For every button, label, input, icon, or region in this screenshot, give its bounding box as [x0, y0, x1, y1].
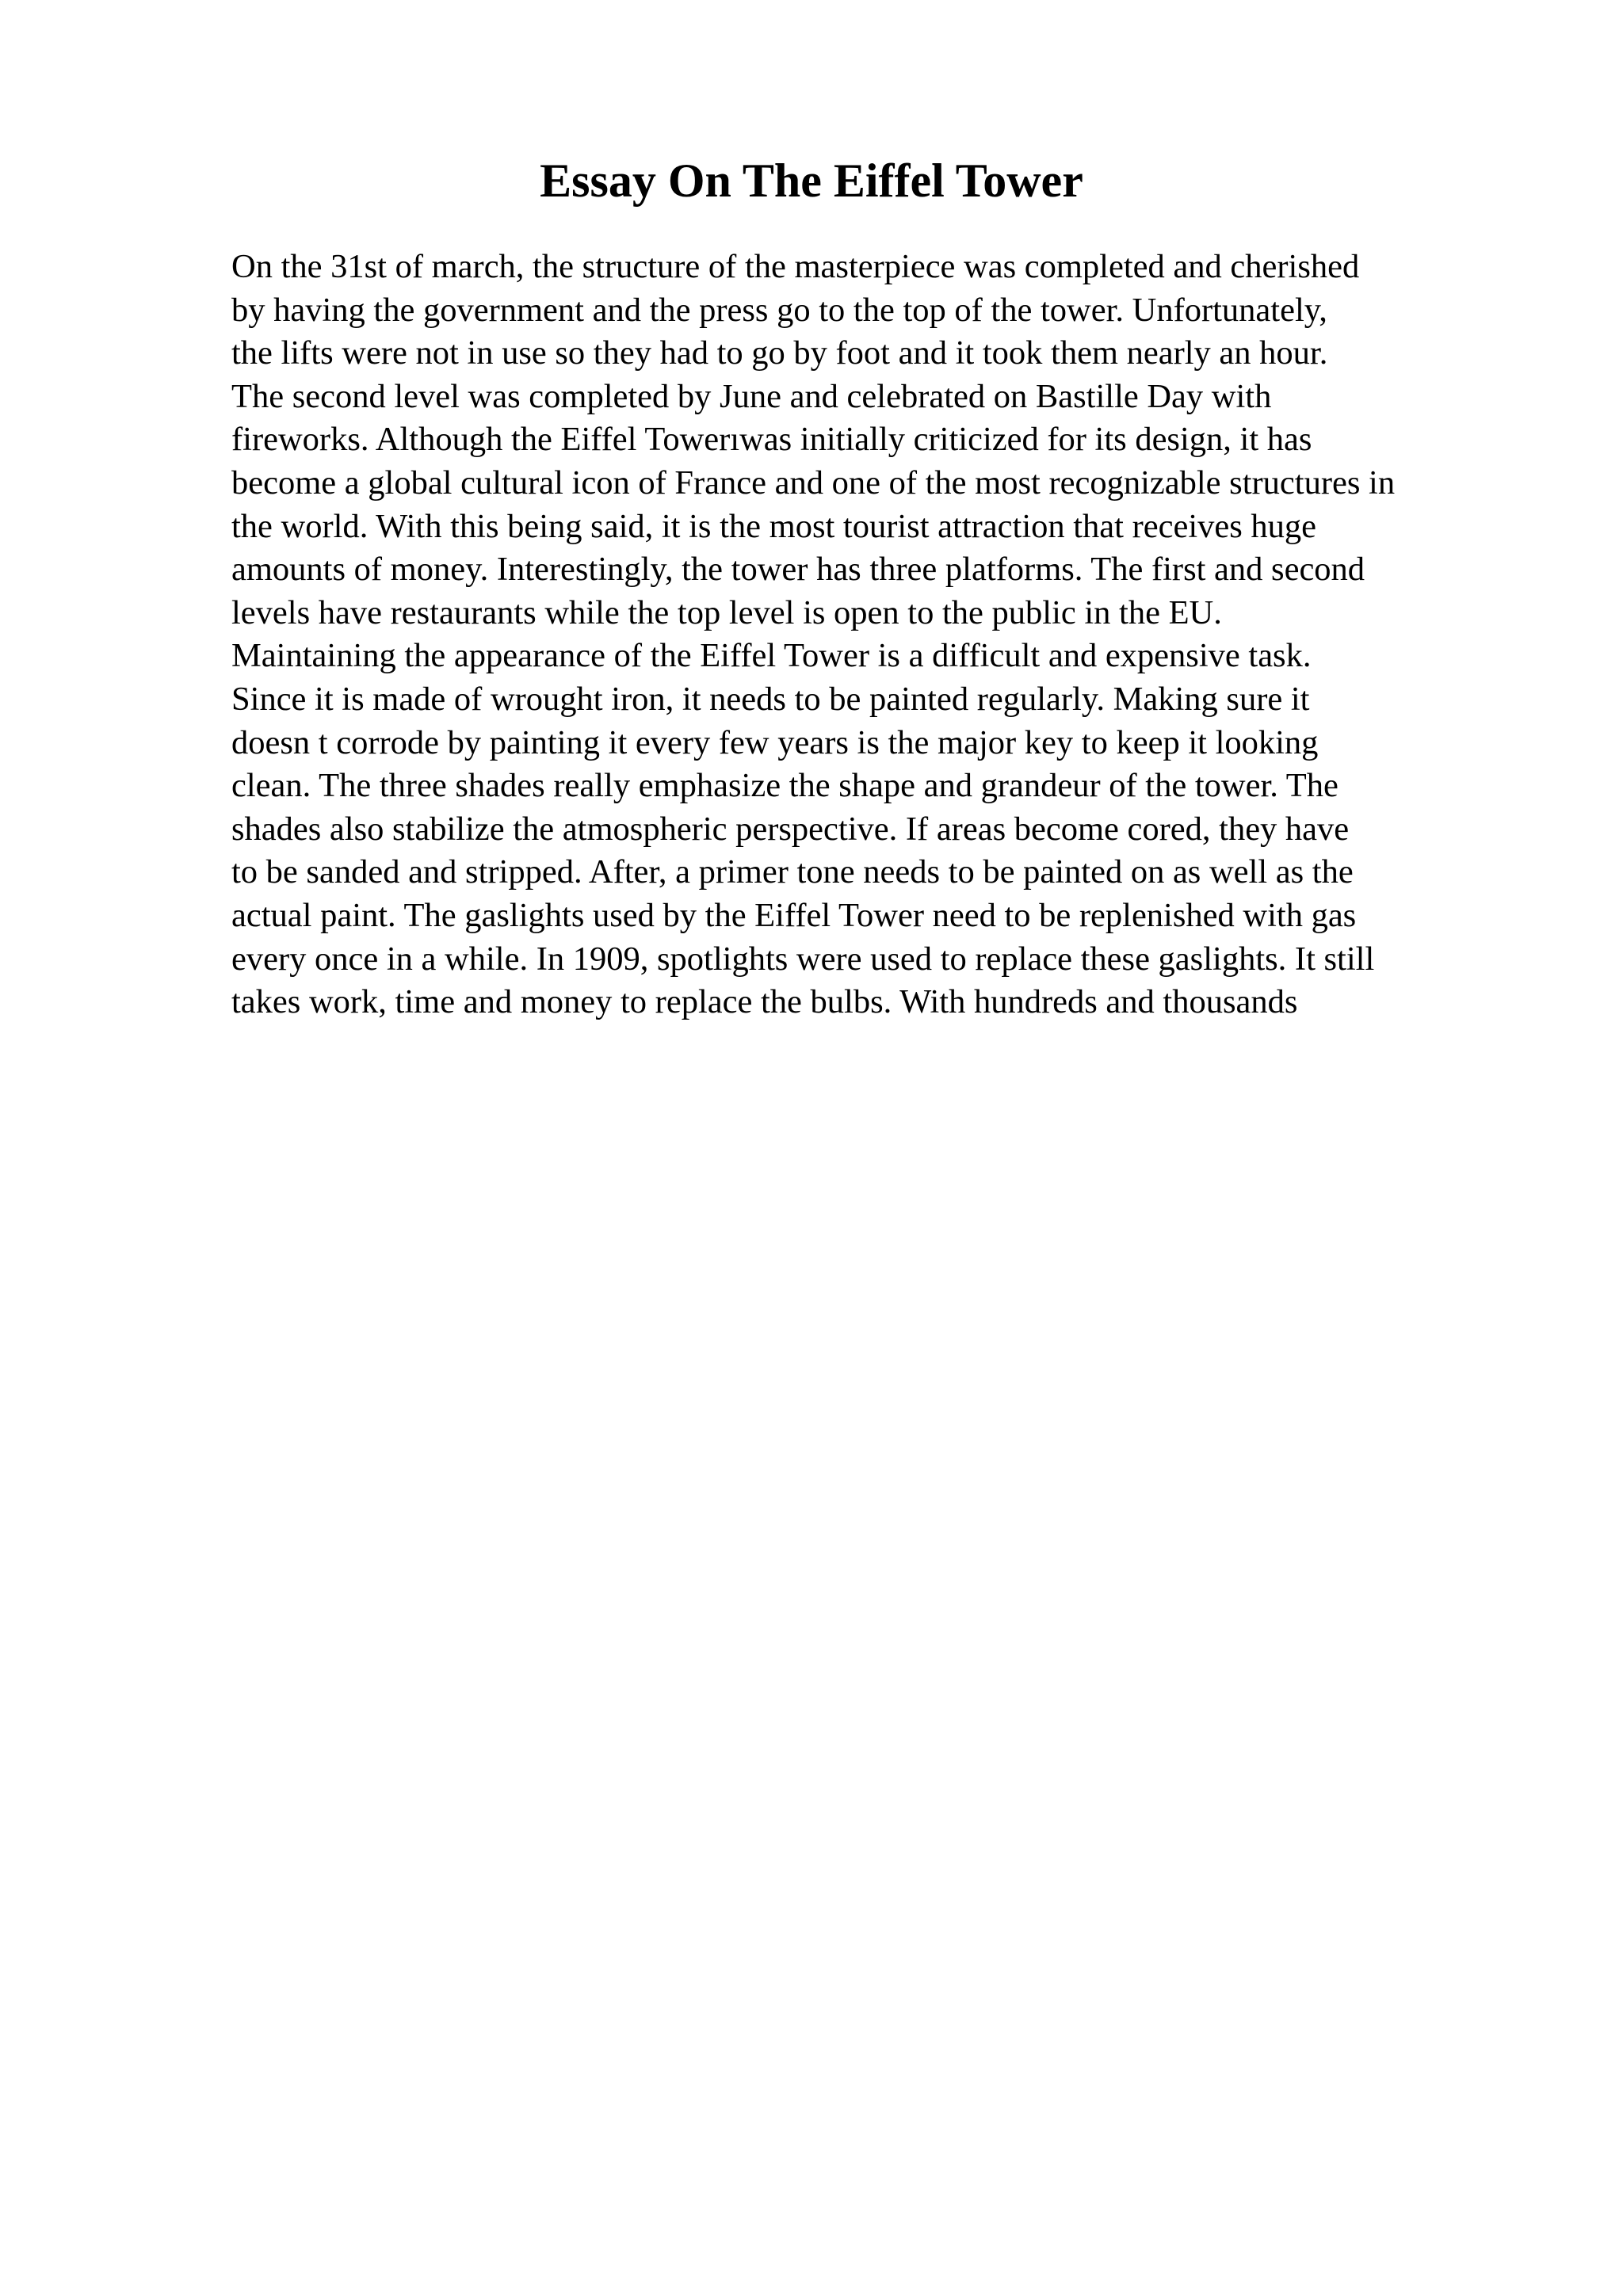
document-title: Essay On The Eiffel Tower [540, 154, 1083, 207]
body-line: levels have restaurants while the top level is open to the public in the EU. [231, 593, 1222, 631]
body-line: clean. The three shades really emphasize the shape and grandeur of the tower. The [231, 767, 1338, 805]
document-body [231, 246, 1594, 1024]
body-line: actual paint. The gaslights used by the Eiffel Tower need to be replenished with gas [231, 896, 1357, 934]
body-line: shades also stabilize the atmospheric perspective. If areas become cored, they have [231, 810, 1350, 848]
body-line: to be sanded and stripped. After, a primer tone needs to be painted on as well as the [231, 853, 1354, 891]
body-line: every once in a while. In 1909, spotlights were used to replace these gaslights. It still [231, 940, 1375, 978]
body-line: Maintaining the appearance of the Eiffel Tower is a difficult and expensive task. [231, 637, 1312, 675]
body-line: amounts of money. Interestingly, the tower has three platforms. The first and second [231, 551, 1365, 589]
body-line: The second level was completed by June and celebrated on Bastille Day with [231, 377, 1272, 415]
body-line: Since it is made of wrought iron, it needs to be painted regularly. Making sure it [231, 680, 1310, 718]
body-line: doesn t corrode by painting it every few years is the major key to keep it looking [231, 723, 1319, 761]
body-line: fireworks. Although the Eiffel Towerıwas initially criticized for its design, it has [231, 421, 1312, 459]
body-line: the world. With this being said, it is the most tourist attraction that receives huge [231, 507, 1317, 545]
body-line: by having the government and the press go to the top of the tower. Unfortunately, [231, 291, 1327, 329]
body-line: the lifts were not in use so they had to go by foot and it took them nearly an hour. [231, 334, 1328, 372]
body-line: become a global cultural icon of France and one of the most recognizable structures in [231, 463, 1396, 502]
body-line: On the 31st of march, the structure of the masterpiece was completed and cherished [231, 248, 1360, 285]
body-line: takes work, time and money to replace the bulbs. With hundreds and thousands [231, 983, 1298, 1021]
